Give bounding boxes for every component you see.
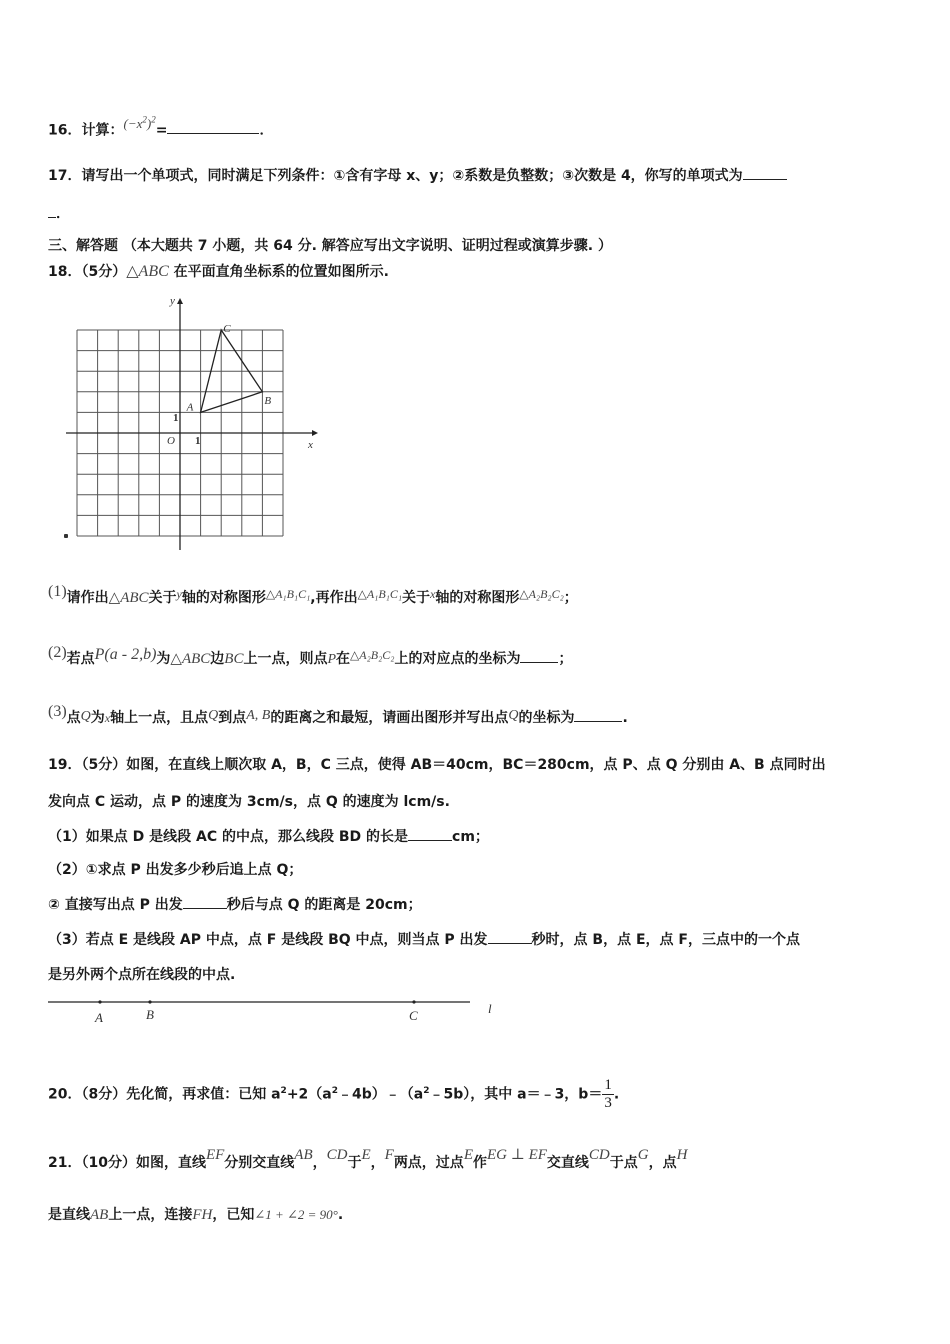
question-21-line-2 (48, 1205, 343, 1225)
math-inline: P(a - 2,b) (94, 646, 157, 663)
math-inline: AB (90, 1207, 109, 1223)
math-inline: A, B (246, 708, 271, 723)
math-expression (123, 116, 155, 131)
question-number: 18．（5分） (48, 264, 127, 280)
math-inline: △A₁B₁C₁ (265, 587, 311, 601)
point-a-label: A (95, 1010, 103, 1025)
expr-close: ) (146, 116, 152, 132)
math-inline: Q (208, 708, 219, 723)
question-text: +2（a (286, 1086, 332, 1103)
equals-sign: = (155, 122, 168, 139)
math-inline: H (676, 1147, 688, 1163)
part-number: (3) (48, 703, 67, 720)
question-20 (48, 1074, 619, 1112)
math-inline: EF (205, 1147, 225, 1163)
part-text: . (622, 710, 628, 726)
part-number: (2) (48, 644, 67, 661)
part-text: 轴上一点，且点 (110, 710, 209, 726)
answer-blank (488, 929, 532, 944)
math-inline: BC (224, 651, 244, 667)
question-19-sub-2b (48, 894, 422, 915)
expr-outer-exponent: 2 (151, 115, 156, 125)
end-punctuation: . (337, 1207, 344, 1223)
math-inline: EG ⊥ EF (486, 1147, 547, 1163)
math-inline: y (176, 587, 182, 601)
part-text: 为 (90, 710, 105, 726)
part-text: 关于 (402, 590, 431, 606)
question-19-sub-3 (48, 929, 800, 950)
question-text: 于点 (609, 1155, 638, 1171)
question-21-line-1 (48, 1147, 688, 1173)
question-text: 两点，过点 (393, 1155, 464, 1171)
point-a-label: A (186, 401, 194, 414)
part-text: 点 (66, 710, 81, 726)
expr-base: (−x (123, 116, 143, 132)
line-label: l (488, 1001, 492, 1016)
sub-text: （1）如果点 D 是线段 AC 的中点，那么线段 BD 的长是 (48, 829, 409, 845)
exponent: 2 (280, 1086, 287, 1096)
question-text: ，点 (648, 1155, 677, 1171)
math-inline: G (637, 1147, 649, 1163)
question-16 (48, 116, 273, 140)
answer-blank (743, 165, 787, 180)
math-inline: △ABC (170, 651, 211, 667)
question-text: 分别交直线 (224, 1155, 295, 1171)
question-text: ， (312, 1155, 327, 1171)
question-17 (48, 165, 787, 186)
math-inline: Q (80, 709, 91, 724)
question-18-part-2 (48, 644, 573, 670)
end-punctuation: ． (259, 122, 274, 139)
question-text: 20．（8分）先化简，再求值：已知 a (48, 1086, 281, 1103)
point-b-label: B (264, 394, 272, 407)
part-text: ； (558, 651, 573, 667)
math-inline: E (361, 1147, 371, 1163)
question-text: ，已知 (212, 1207, 255, 1223)
question-text: ， (370, 1155, 385, 1171)
question-19-sub-1 (48, 826, 489, 847)
origin-label: O (167, 435, 175, 447)
math-inline: △ABC (108, 590, 149, 606)
sub-text: ② 直接写出点 P 出发 (48, 897, 183, 913)
end-punctuation: ． (56, 206, 70, 222)
math-inline: P (327, 652, 337, 667)
expr-inner-exponent: 2 (142, 115, 147, 125)
answer-blank (520, 648, 558, 663)
part-text: 为 (156, 651, 171, 667)
part-text: 边 (210, 651, 225, 667)
part-text: 在 (336, 651, 351, 667)
point-b-label: B (146, 1007, 154, 1022)
question-text: ﹣4b）﹣（a (338, 1086, 424, 1103)
answer-blank (167, 119, 259, 134)
question-19-line-2: 发向点 C 运动，点 P 的速度为 3cm/s，点 Q 的速度为 lcm/s. (48, 794, 450, 810)
fraction (602, 1077, 614, 1112)
point-c-label: C (409, 1008, 418, 1023)
answer-blank (183, 894, 227, 909)
question-text: ﹣5b），其中 a＝﹣3，b＝ (429, 1086, 603, 1103)
question-number: 16． (48, 122, 82, 139)
part-text: 请作出 (66, 590, 109, 606)
part-text: 的距离之和最短，请画出图形并写出点 (270, 710, 509, 726)
part-text: 若点 (66, 651, 95, 667)
question-19-sub-3-cont: 是另外两个点所在线段的中点. (48, 967, 236, 983)
part-text: 轴的对称图形 (435, 590, 520, 606)
part-text: 的坐标为 (518, 710, 575, 726)
coordinate-graph (60, 290, 330, 560)
question-19-sub-2a: （2）①求点 P 出发多少秒后追上点 Q； (48, 862, 303, 878)
math-inline: CD (326, 1147, 348, 1163)
math-inline: CD (588, 1147, 610, 1163)
question-text: 交直线 (546, 1155, 589, 1171)
x-tick-label: 1 (195, 435, 201, 447)
point-c-dot (412, 1000, 415, 1003)
end-punctuation: . (613, 1086, 620, 1103)
y-axis-label: y (170, 295, 175, 307)
question-text: 17．请写出一个单项式，同时满足下列条件：①含有字母 x、y；②系数是负整数；③次数是 4，你写的单项式为 (48, 168, 743, 184)
line-figure (40, 992, 510, 1028)
math-inline: △A₁B₁C₁ (357, 587, 403, 601)
answer-blank-continued (48, 203, 56, 218)
math-inline: x (104, 711, 111, 725)
question-18-part-3 (48, 703, 628, 729)
question-text: 是直线 (48, 1207, 90, 1223)
part-text: 轴的对称图形 (181, 590, 266, 606)
sub-text: 秒时，点 B，点 E，点 F，三点中的一个点 (531, 932, 800, 948)
part-number: (1) (48, 583, 67, 600)
part-text: 上的对应点的坐标为 (394, 651, 521, 667)
math-inline: E (463, 1147, 473, 1163)
triangle-symbol: △ABC (126, 263, 169, 280)
question-18-heading (48, 262, 389, 282)
point-b-dot (148, 1000, 151, 1003)
math-inline: ∠1 + ∠2 = 90° (254, 1207, 338, 1222)
section-heading: 三、解答题 （本大题共 7 小题，共 64 分. 解答应写出文字说明、证明过程或演算步骤. ） (48, 238, 612, 254)
question-text: 作 (472, 1155, 487, 1171)
question-18-part-1 (48, 583, 578, 608)
math-inline: AB (294, 1147, 313, 1163)
question-prompt: 计算： (81, 122, 124, 139)
part-text: ,再作出 (310, 590, 358, 606)
exponent: 2 (331, 1086, 338, 1096)
question-text: 21．（10分）如图，直线 (48, 1155, 206, 1171)
math-inline: △A₂B₂C₂ (519, 587, 564, 601)
small-mark (64, 534, 68, 538)
fraction-denominator: 3 (604, 1095, 612, 1112)
question-17-continued (48, 203, 70, 224)
part-text: 关于 (148, 590, 177, 606)
math-inline: F (384, 1147, 394, 1163)
math-inline: △A₂B₂C₂ (350, 648, 395, 662)
part-text: 到点 (218, 710, 247, 726)
part-text: 上一点，则点 (243, 651, 328, 667)
math-inline: FH (192, 1207, 213, 1223)
question-text: 于 (347, 1155, 362, 1171)
y-axis-arrow-icon (177, 298, 183, 304)
exponent: 2 (423, 1086, 430, 1096)
answer-blank (408, 826, 452, 841)
fraction-numerator: 1 (604, 1077, 612, 1094)
point-a-dot (98, 1000, 101, 1003)
question-text: 上一点，连接 (108, 1207, 193, 1223)
sub-text: （3）若点 E 是线段 AP 中点，点 F 是线段 BQ 中点，则当点 P 出发 (48, 932, 488, 948)
question-text: 在平面直角坐标系的位置如图所示. (168, 264, 389, 280)
point-c-label: C (223, 323, 231, 335)
part-text: ； (563, 590, 578, 606)
answer-blank (574, 707, 622, 722)
math-inline: x (430, 587, 436, 601)
math-inline: Q (508, 708, 519, 723)
sub-text: cm； (452, 829, 489, 845)
x-axis-label: x (308, 439, 313, 451)
question-19-line-1: 19．（5分）如图，在直线上顺次取 A，B，C 三点，使得 AB＝40cm，BC＝280cm，点 P、点 Q 分别由 A、B 点同时出 (48, 757, 826, 773)
x-axis-arrow-icon (312, 430, 318, 436)
sub-text: 秒后与点 Q 的距离是 20cm； (226, 897, 422, 913)
y-tick-label: 1 (173, 412, 179, 424)
